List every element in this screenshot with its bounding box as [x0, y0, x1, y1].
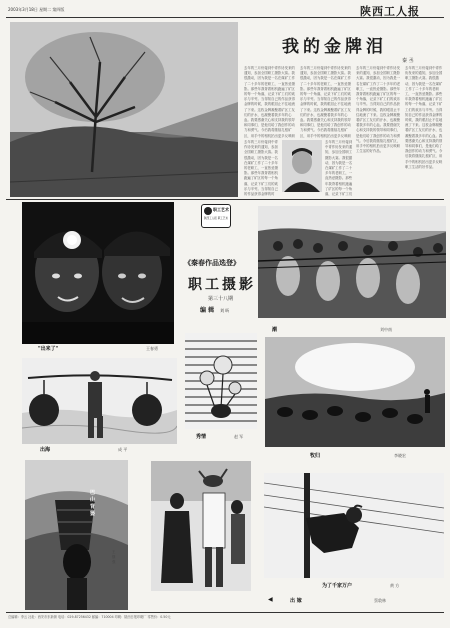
credit-herding: 李晓宏 [394, 453, 406, 458]
caption-flowers: 秀情 [196, 434, 207, 440]
arrow-left-icon: ◀ [268, 596, 273, 603]
photo-tree [10, 22, 238, 197]
credit-pole-worker: 黄 方 [390, 583, 400, 588]
article-body-col2: 去年的三月份接到中青作协发来的通知，参加全国职工摄影大赛。我很激动，因为我是一名在煤矿工作了二十多年的老职工，一直热爱摄影。那些年我背着相机跑遍了矿区的每一个角落，记录下矿工们的欢乐与辛劳。当得知自己的作品获得金牌的时候，我的眼泪止不住地流了下来。这枚金牌凝聚着矿区工友们的汗水，也凝聚着我多年的心血。我要感谢关心和支持我的领导和同事们，是他们给了我创作的动力和勇气。今后我将继续扎根矿区，用手中的相机拍出更多反映职 [300, 66, 351, 138]
photo-pole-worker [264, 473, 444, 578]
credit-basket: 王继强 [112, 550, 116, 564]
photo-flowers [185, 333, 257, 429]
paper-name: 陕西工人报 [360, 5, 420, 18]
caption-miners: "出来了" [38, 346, 59, 352]
stamp-logo-icon [204, 207, 212, 215]
footer-rule [6, 612, 444, 613]
article-body-col4: 去年的三月份接到中青作协发来的通知，参加全国职工摄影大赛。我很激动，因为我是一名在煤矿工作了二十多年的老职工，一直热爱摄影。那些年我背着相机跑遍了矿区的每一个角落，记录下矿工们的欢乐与辛劳。当得知自己的作品获得金牌的时候，我的眼泪止不住地流了下来。这枚金牌凝聚着矿区工友们的汗水，也凝聚着我多年的心血。我要感谢关心和支持我的领导和同事们，是他们给了我创作的动力和勇气。今后我将继续扎根矿区，用手中的相机拍出更多反映职工生活的好作品。 [405, 66, 443, 169]
caption-tide: 潮 [272, 327, 278, 333]
author-portrait [282, 140, 322, 192]
column-title: 职工摄影 [188, 277, 256, 293]
section-rule [6, 199, 444, 200]
credit-tide: 刘中南 [380, 327, 392, 332]
photo-sea [22, 358, 177, 444]
editor-label: 编 辑 [200, 307, 215, 314]
article-title: 我的金牌泪 [282, 37, 387, 57]
date-line: 2003年3月18日 星期二 第四版 [8, 7, 65, 12]
photo-wedding [151, 461, 251, 591]
stamp-sub: 陕西工人报 职工艺术 [203, 217, 229, 220]
credit-wedding: 蔡敦林 [374, 598, 386, 603]
column-subtitle: 《秦春作品选登》 [184, 259, 240, 267]
column-stamp [201, 204, 231, 228]
caption-pole-worker: 为了千家万户 [322, 583, 353, 589]
photo-herding [265, 337, 445, 447]
article-body-col1: 去年的三月份接到中青作协发来的通知，参加全国职工摄影大赛。我很激动，因为我是一名在煤矿工作了二十多年的老职工，一直热爱摄影。那些年我背着相机跑遍了矿区的每一个角落，记录下矿工们的欢乐与辛劳。当得知自己的作品获得金牌的时候，我的眼泪止不住地流了下来。这枚金牌凝聚着矿区工友们的汗水，也凝聚着我多年的心血。我要感谢关心和支持我的领导和同事们，是他们给了我创作的动力和勇气。今后我将继续扎根矿区，用手中的相机拍出更多反映职 [244, 66, 295, 138]
column-editor [200, 305, 229, 314]
article-body-col3: 去年的三月份接到中青作协发来的通知，参加全国职工摄影大赛。我很激动，因为我是一名在煤矿工作了二十多年的老职工，一直热爱摄影。那些年我背着相机跑遍了矿区的每一个角落，记录下矿工们的欢乐与辛劳。当得知自己的作品获得金牌的时候，我的眼泪止不住地流了下来。这枚金牌凝聚着矿区工友们的汗水，也凝聚着我多年的心血。我要感谢关心和支持我的领导和同事们，是他们给了我创作的动力和勇气。今后我将继续扎根矿区，用手中的相机拍出更多反映职工生活的好作品。 [356, 66, 401, 154]
editor-name: 刘 昕 [220, 308, 230, 313]
photo-miners [22, 202, 174, 344]
masthead-rule [6, 17, 444, 18]
caption-wedding: 出 嫁 [290, 598, 302, 604]
credit-flowers: 赵 军 [234, 434, 244, 439]
photo-tide [258, 206, 446, 318]
article-author: 秦 丞 [402, 58, 414, 64]
caption-basket: 巴山背篓 [90, 490, 96, 517]
column-issue: 第三十八期 [208, 296, 234, 302]
caption-herding: 牧归 [310, 453, 321, 459]
photo-basket [25, 460, 128, 610]
stamp-text: 职工艺术 [213, 207, 229, 212]
article-body-col6: 去年的三月份接到中青作协发来的通知，参加全国职工摄影大赛。我很激动，因为我是一名在煤矿工作了二十多年的老职工，一直热爱摄影。那些年我背着相机跑遍了矿区的每一个角落，记录下矿工们 [325, 140, 353, 196]
credit-sea: 成 平 [118, 447, 128, 452]
article-body-col5: 去年的三月份接到中青作协发来的通知，参加全国职工摄影大赛。我很激动，因为我是一名在煤矿工作了二十多年的老职工，一直热爱摄影。那些年我背着相机跑遍了矿区的每一个角落，记录下矿工们的欢乐与辛劳。当得知自己的作品获得金牌的时 [244, 140, 278, 196]
caption-sea: 出海 [40, 447, 51, 453]
credit-miners: 王春勇 [146, 346, 158, 351]
footer-text: 总编辑：李云 社址：西安市东新街 电话：029-87256432 邮编：710004 印刷：陕西日报印刷厂 零售价：0.50元 [8, 615, 171, 619]
